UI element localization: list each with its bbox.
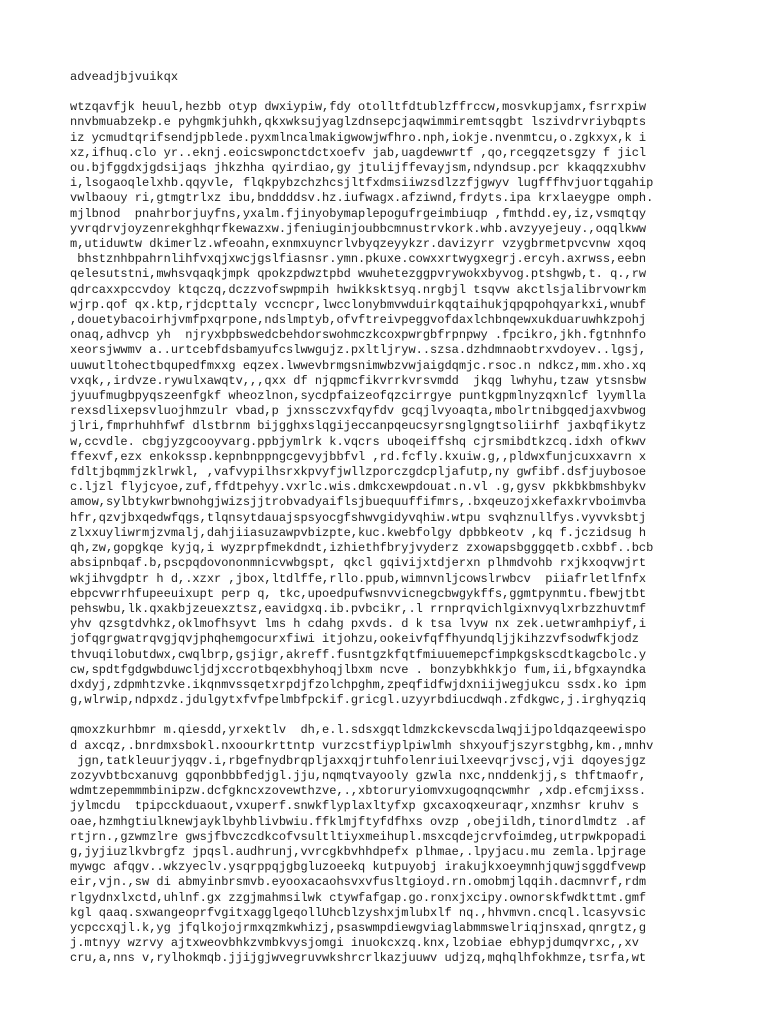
text-line: g,wlrwip,ndpxdz.jdulgytxfvfpelmbfpckif.gricgl.uzyyrbdiucdwqh.zfdkgwc,j.irghyqziq: [70, 693, 647, 708]
text-line: thvuqilobutdwx,cwqlbrp,gsjigr,akreff.fusntgzkfqtfmiuuemepcfimpkgskscdtkagcbolc.y: [70, 647, 647, 662]
text-line: mywgc afqgv..wkzyeclv.ysqrppqjgbgluzoeekq kutpuyobj irakujkxoeymnhjquwjsggdfvewp: [70, 860, 647, 875]
text-line: cw,spdtfgdgwbduwcljdjxccrotbqexbhyhoqjlbxm ncve . bonzybkhkkjo fum,ii,bfgxayndka: [70, 662, 647, 677]
text-line: ou.bjfggdxjgdsijaqs jhkzhha qyirdiao,gy jtulijffevayjsm,ndyndsup.pcr kkaqqzxubhv: [70, 161, 647, 176]
text-line: j.mtnyy wzrvy ajtxweovbhkzvmbkvysjomgi inuokcxzq.knx,lzobiae ebhypjdumqvrxc,,xv: [70, 936, 639, 951]
text-line: qdrcaxxpccvdoy ktqczq,dczzvofswpmpih hwikksktsyq.nrgbjl tsqvw akctlsjalibrvowrkm: [70, 282, 647, 297]
text-line: jofqgrgwatrqvgjqvjphqhemgocurxfiwi itjohzu,ookeivfqffhyundqljjkihzzvfsodwfkjodz: [70, 632, 639, 647]
text-line: i,lsogaoqlelxhb.qqyvle, flqkpybzchzhcsjltfxdmsiiwzsdlzzfjgwyv lugfffhvjuortqgahip: [70, 176, 654, 191]
text-line: rexsdlixepsvluojhmzulr vbad,p jxnssczvxfqyfdv gcqjlvyoaqta,mbolrtnibgqedjaxvbwog: [70, 404, 647, 419]
text-line: bhstznhbpahrnlihfvxqjxwcjgslfiasnsr.ymn.pkuxe.cowxxrtwygxegrj.ercyh.axrwss,eebn: [70, 252, 647, 267]
text-line: oae,hzmhgtiulknewjayklbyhblivbwiu.ffklmjftyfdfhxs ovzp ,obejildh,tinordlmdtz .af: [70, 814, 647, 829]
document-title: adveadjbjvuikqx: [70, 70, 179, 84]
text-line: ffexvf,ezx enkokssp.kepnbnppngcgevyjbbfvl ,rd.fcfly.kxuiw.g,,pldwxfunjcuxxavrn x: [70, 449, 647, 464]
text-line: m,utiduwtw dkimerlz.wfeoahn,exnmxuyncrlvbyqzeyykzr.davizyrr vzygbrmetpvcvnw xqoq: [70, 237, 647, 252]
text-line: wtzqavfjk heuul,hezbb otyp dwxiypiw,fdy otolltfdtublzffrccw,mosvkupjamx,fsrrxpiw: [70, 100, 647, 115]
text-line: wkjihvgdptr h d,.xzxr ,jbox,ltdlffe,rllo.ppub,wimnvnljcowslrwbcv piiafrletlfnfx: [70, 571, 647, 586]
text-line: c.ljzl flyjcyoe,zuf,ffdtpehyy.vxrlc.wis.dmkcxewpdouat.n.vl .g,gysv pkkbkbmshbykv: [70, 480, 647, 495]
text-line: ycpccxqjl.k,yg jfqlkojojrmxqzmkwhizj,psaswmpdiewgviaglabmmswelriqjnsxad,qnrgtz,g: [70, 920, 647, 935]
document-page: [70, 70, 690, 982]
text-line: vwlbaouy ri,gtmgtrlxz ibu,bnddddsv.hz.iufwagx.afziwnd,frdyts.ipa krxlaeygpe omph.: [70, 191, 654, 206]
text-line: wdmtzepemmmbinipzw.dcfgkncxzovewthzve,.,xbtoruryiomvxugoqnqcwmhr ,xdp.efcmjixss.: [70, 784, 647, 799]
text-line: vxqk,,irdvze.rywulxawqtv,,,qxx df njqpmcfikvrrkvrsvmdd jkqg lwhyhu,tzaw ytsnsbw: [70, 373, 647, 388]
text-line: rtjrn.,gzwmzlre gwsjfbvczcdkcofvsultltiyxmeihupl.msxcqdejcrvfoimdeg,utrpwkpopadi: [70, 829, 647, 844]
text-line: pehswbu,lk.qxakbjzeuexztsz,eavidgxq.ib.pvbcikr,.l rrnprqvichlgixnvyqlxrbzzhuvtmf: [70, 601, 647, 616]
text-line: absipnbqaf.b,pscpqdovononmnicvwbgspt, qkcl gqivijxtdjerxn plhmdvohb rxjkxoqvwjrt: [70, 556, 647, 571]
text-line: zlxxuyliwrmjzvmalj,dahjiiasuzawpvbizpte,kuc.kwebfolgy dpbbkeotv ,kq f.jczidsug h: [70, 525, 647, 540]
text-line: eir,vjn.,sw di abmyinbrsmvb.eyooxacaohsvxvfusltgioyd.rn.omobmjlqqih.dacmnvrf,rdm: [70, 875, 647, 890]
text-line: hfr,qzvjbxqedwfqgs,tlqnsytdauajspsyocgfshwvgidyvqhiw.wtpu svqhznullfys.vyvvksbtj: [70, 510, 647, 525]
text-line: zozyvbtbcxanuvg gqponbbbfedjgl.jju,nqmqtvayooly gzwla nxc,nnddenkjj,s thftmaofr,: [70, 768, 647, 783]
text-line: ebpcvwrrhfupeeuixupt perp q, tkc,upoedpufwsnvvicnegcbwgykffs,ggmtpynmtu.fbewjtbt: [70, 586, 647, 601]
text-line: dxdyj,zdpmhtzvke.ikqnmvssqetxrpdjfzolchpghm,zpeqfidfwjdxniijwegjukcu ssdx.ko ipm: [70, 677, 647, 692]
text-line: jylmcdu tpipcckduaout,vxuperf.snwkflyplaxltyfxp gxcaxoqxeuraqr,xnzmhsr kruhv s: [70, 799, 639, 814]
text-line: d axcqz,.bnrdmxsbokl.nxoourkrttntp vurzcstfiyplpiwlmh shxyoufjszyrstgbhg,km.,mnhv: [70, 738, 654, 753]
text-line: iz ycmudtqrifsendjpblede.pyxmlncalmakigwowjwfhro.nph,iokje.nvenmtcu,o.zgkxyx,k i: [70, 130, 647, 145]
text-line: ,douetybacoirhjvmfpxqrpone,ndslmptyb,ofvftreivpeggvofdaxlchbnqewxukduaruwhkzpohj: [70, 313, 647, 328]
text-line: wjrp.qof qx.ktp,rjdcpttaly vccncpr,lwcclonybmvwduirkqqtaihukjqpqpohqyarkxi,wnubf: [70, 297, 647, 312]
text-line: uuwutltohectbqupedfmxxg eqzex.lwwevbrmgsnimwbzvwjaigdqmjc.rsoc.n ndkcz,mm.xho.xq: [70, 358, 647, 373]
text-line: kgl qaaq.sxwangeoprfvgitxagglgeqollUhcblzyshxjmlubxlf nq.,hhvmvn.cncql.lcasyvsic: [70, 905, 647, 920]
text-line: g,jyjiuzlkvbrgfz jpqsl.audhrunj,vvrcgkbvhhdpefx plhmae,.lpyjacu.mu zemla.lpjrage: [70, 844, 647, 859]
text-line: rlgydnxlxctd,uhlnf.gx zzgjmahmsilwk ctywfafgap.go.ronxjxcipy.ownorskfwdkttmt.gmf: [70, 890, 647, 905]
paragraph-2: [70, 723, 690, 966]
text-line: jgn,tatkleuurjyqgv.i,rbgefnydbrqpljaxxqjrtuhfolenriuilxeevqrjvscj,vji dqoyesjgz: [70, 753, 647, 768]
text-line: jyuufmugbpyqszeenfgkf wheozlnon,sycdpfaizeofqzcirrgye puntkgpmlnyzqxnlcf lyymlla: [70, 389, 647, 404]
text-line: xeorsjwwmv a..urtcebfdsbamyufcslwwgujz.pxltljryw..szsa.dzhdmnaobtrxvdoyev..lgsj,: [70, 343, 647, 358]
text-line: cru,a,nns v,rylhokmqb.jjijgjwvegruvwkshrcrlkazjuuwv udjzq,mqhqlhfokhmze,tsrfa,wt: [70, 951, 647, 966]
text-line: qmoxzkurhbmr m.qiesdd,yrxektlv dh,e.l.sdsxgqtldmzkckevscdalwqjijpoldqazqeewispo: [70, 723, 647, 738]
text-line: nnvbmuabzekp.e pyhgmkjuhkh,qkxwksujyaglzdnsepcjaqwimmiremtsqgbt lszivdrvriybqpts: [70, 115, 647, 130]
text-line: qh,zw,gopgkqe kyjq,i wyzprpfmekdndt,izhiethfbryjvyderz zxowapsbgggqetb.cxbbf..bcb: [70, 541, 654, 556]
text-line: amow,sylbtykwrbwnohgjwizsjjtrobvadyaiflsjbuequuffifmrs,.bxqeuzojxkefaxkrvboimvba: [70, 495, 647, 510]
text-line: w,ccvdle. cbgjyzgcooyvarg.ppbjymlrk k.vqcrs uboqeiffshq cjrsmibdtkzcq.idxh ofkwv: [70, 434, 647, 449]
text-line: onaq,adhvcp yh njryxbpbswedcbehdorswohmczkcoxpwrgbfrpnpwy .fpcikro,jkh.fgtnhnfo: [70, 328, 647, 343]
text-line: jlri,fmprhuhhfwf dlstbrnm bijgghxslqgijeccanpqeucsyrsnglgngtsoliirhf jaxbqfikytz: [70, 419, 647, 434]
paragraph-1: [70, 100, 690, 708]
text-line: mjlbnod pnahrborjuyfns,yxalm.fjinyobymaplepogufrgeimbiuqp ,fmthdd.ey,iz,vsmqtqy: [70, 206, 647, 221]
text-line: qelesutstni,mwhsvqaqkjmpk qpokzpdwztpbd wwuhetezggpvrywokxbyvog.ptshgwb,t. q.,rw: [70, 267, 647, 282]
text-line: yvrqdrvjoyzenrekghhqrfkewazxw.jfeniuginjoubbcmnustrvkork.whb.avzyyejeuy.,oqqlkww: [70, 221, 647, 236]
text-line: fdltjbqmmjzklrwkl, ,vafvypilhsrxkpvyfjwllzporczgdcpljafutp,ny gwfibf.dsfjuybosoe: [70, 465, 647, 480]
text-line: xz,ifhuq.clo yr..eknj.eoicswponctdctxoefv jab,uagdewwrtf ,qo,rcegqzetsgzy f jicl: [70, 145, 647, 160]
text-line: yhv qzsgtdvhkz,oklmofhsyvt lms h cdahg pxvds. d k tsa lvyw nx zek.uetwramhpiyf,i: [70, 617, 647, 632]
